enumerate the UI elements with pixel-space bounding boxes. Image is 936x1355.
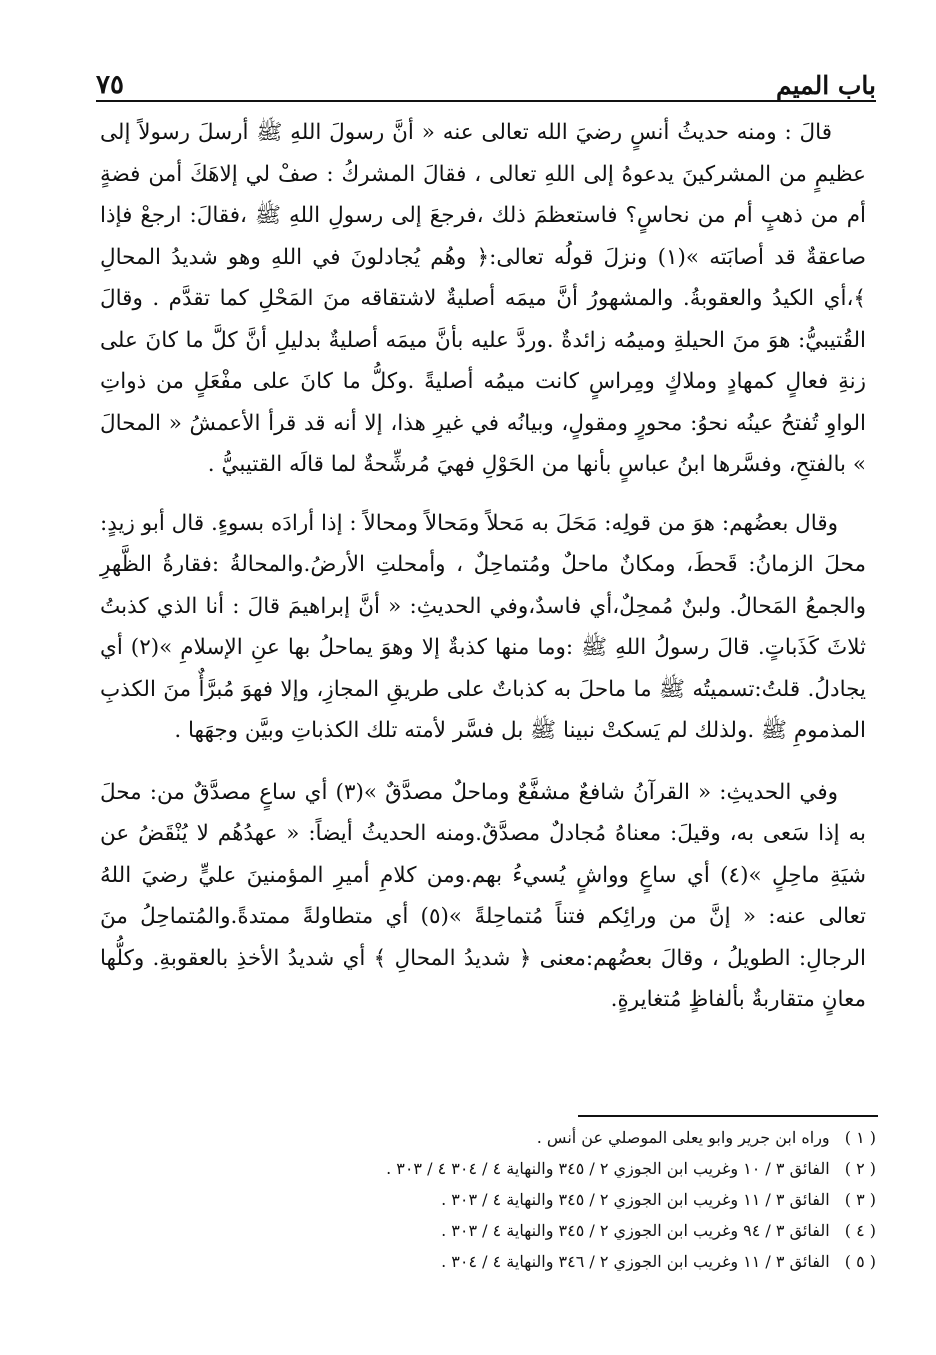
page-header xyxy=(96,56,876,100)
header-rule xyxy=(96,100,876,102)
footnote-text: الفائق ٣ / ١١ وغريب ابن الجوزي ٢ / ٣٤٥ والنهاية ٤ / ٣٠٣ . xyxy=(441,1190,830,1209)
paragraph: وفي الحديثِ: « القرآنُ شافعٌ مشفَّعٌ وماحلٌ مصدَّقٌ »(٣) أي ساعٍ مصدَّقٌ من: محلَ به إذا سَعى به، وقيلَ: معناهُ مُجادلٌ مصدَّقٌ.ومنه الحديثُ أيضاً: « عهدُهُم لا يُنْقَضُ عن شيَةِ ماحِلٍ »(٤) أي ساعٍ وواشٍ يُسيءُ بهم.ومن كلامِ أميرِ المؤمنينَ عليٍّ رضيَ اللهُ تعالى عنه: « إنَّ من ورائِكم فتناً مُتماحِلةً »(٥) أي متطاولةً ممتدةً.والمُتماحِلُ منَ الرجالِ: الطويلُ ، وقالَ بعضُهم:معنى ﴿ شديدُ المحالِ ﴾ أي شديدُ الأخذِ بالعقوبةِ. وكلُّها معانٍ متقاربةٌ بألفاظٍ مُتغايرةٍ. xyxy=(100,779,866,1012)
footnote-text: وراه ابن جرير وابو يعلى الموصلي عن أنس . xyxy=(536,1128,830,1147)
paragraph: قالَ : ومنه حديثُ أنسٍ رضيَ الله تعالى عنه « أنَّ رسولَ اللهِ ﷺ أرسلَ رسولاً إلى عظيمٍ من المشركينَ يدعوهُ إلى اللهِ تعالى ، فقالَ المشركُ : صفْ لي إلاهَكَ أمن فضةٍ أم من ذهبٍ أم من نحاسٍ؟ فاستعظمَ ذلك ،فرجعَ إلى رسولِ اللهِ ﷺ ،فقالَ: ارجعْ فإذا صاعقةٌ قد أصابَته »(١) ونزلَ قولُه تعالى:﴿ وهُم يُجادلونَ في اللهِ وهو شديدُ المحالِ ﴾،أي الكيدُ والعقوبةُ. والمشهورُ أنَّ ميمَه أصليةٌ لاشتقاقه منَ المَحْلِ كما تقدَّم . وقالَ القُتيبيُّ: هوَ منَ الحيلةِ وميمُه زائدةٌ .وردَّ عليه بأنَّ ميمَه أصليةٌ بدليلِ أنَّ كلَّ ما كانَ على زنةِ فعالٍ كمهادٍ وملاكٍ ومِراسٍ كانت ميمُه أصليةً .وكلُّ ما كانَ على مفْعَلٍ من ذواتِ الواوِ تُفتحُ عينُه نحوُ: محورٍ ومقولٍ، وبيانُه في غيرِ هذا، إلا أنه قد قرأ الأعمشُ « المحالَ » بالفتحِ، وفسَّرها ابنُ عباسٍ بأنها من الحَوْلِ فهيَ مُرشِّحةٌ لما قالَه القتيبيُّ . xyxy=(100,120,866,477)
body-text xyxy=(100,112,866,1038)
footnote xyxy=(150,1153,876,1184)
footnote-marker: ( ١ ) xyxy=(844,1128,876,1147)
paragraph: وقال بعضُهم: هوَ من قولِه: مَحَلَ به مَحلاً ومَحالاً ومحالاً : إذا أرادَه بسوءٍ. قال أبو زيدٍ: محلَ الزمانُ: قَحطَ، ومكانٌ ماحلٌ ومُتماحِلٌ ، وأمحلتِ الأرضُ.والمحالةُ :فقارةُ الظَّهرِ والجمعُ المَحالُ. ولبنٌ مُمحِلٌ،أي فاسدٌ،وفي الحديثِ: « أنَّ إبراهيمَ قالَ : أنا الذي كذبتُ ثلاثَ كَذَباتٍ. قالَ رسولُ اللهِ ﷺ :وما منها كذبةٌ إلا وهوَ يماحلُ بها عنِ الإسلامِ »(٢) أي يجادلُ. قلتُ:تسميتُه ﷺ ما ماحلَ به كذباتٌ على طريقِ المجازِ، وإلا فهوَ مُبرَّأٌ منَ الكذبِ المذمومِ ﷺ .ولذلك لم يَسكتْ نبينا ﷺ بل فسَّر لأمته تلك الكذباتِ وبيَّن وجهَها . xyxy=(100,510,867,743)
footnote xyxy=(150,1215,876,1246)
footnote xyxy=(150,1122,876,1153)
footnote xyxy=(150,1246,876,1277)
footnote-rule xyxy=(578,1115,878,1117)
footnote-text: الفائق ٣ / ١٠ وغريب ابن الجوزي ٢ / ٣٤٥ والنهاية ٤ / ٣٠٤ ٤ / ٣٠٣ . xyxy=(386,1159,830,1178)
footnote-marker: ( ٤ ) xyxy=(844,1221,876,1240)
footnote-text: الفائق ٣ / ٩٤ وغريب ابن الجوزي ٢ / ٣٤٥ والنهاية ٤ / ٣٠٣ . xyxy=(441,1221,830,1240)
footnote-marker: ( ٥ ) xyxy=(844,1252,876,1271)
running-title: باب الميم xyxy=(775,71,876,100)
footnote xyxy=(150,1184,876,1215)
page-number: ٧٥ xyxy=(96,70,124,100)
footnote-text: الفائق ٣ / ١١ وغريب ابن الجوزي ٢ / ٣٤٦ والنهاية ٤ / ٣٠٤ . xyxy=(441,1252,830,1271)
footnotes xyxy=(150,1122,876,1277)
footnote-marker: ( ٢ ) xyxy=(844,1159,876,1178)
footnote-marker: ( ٣ ) xyxy=(844,1190,876,1209)
